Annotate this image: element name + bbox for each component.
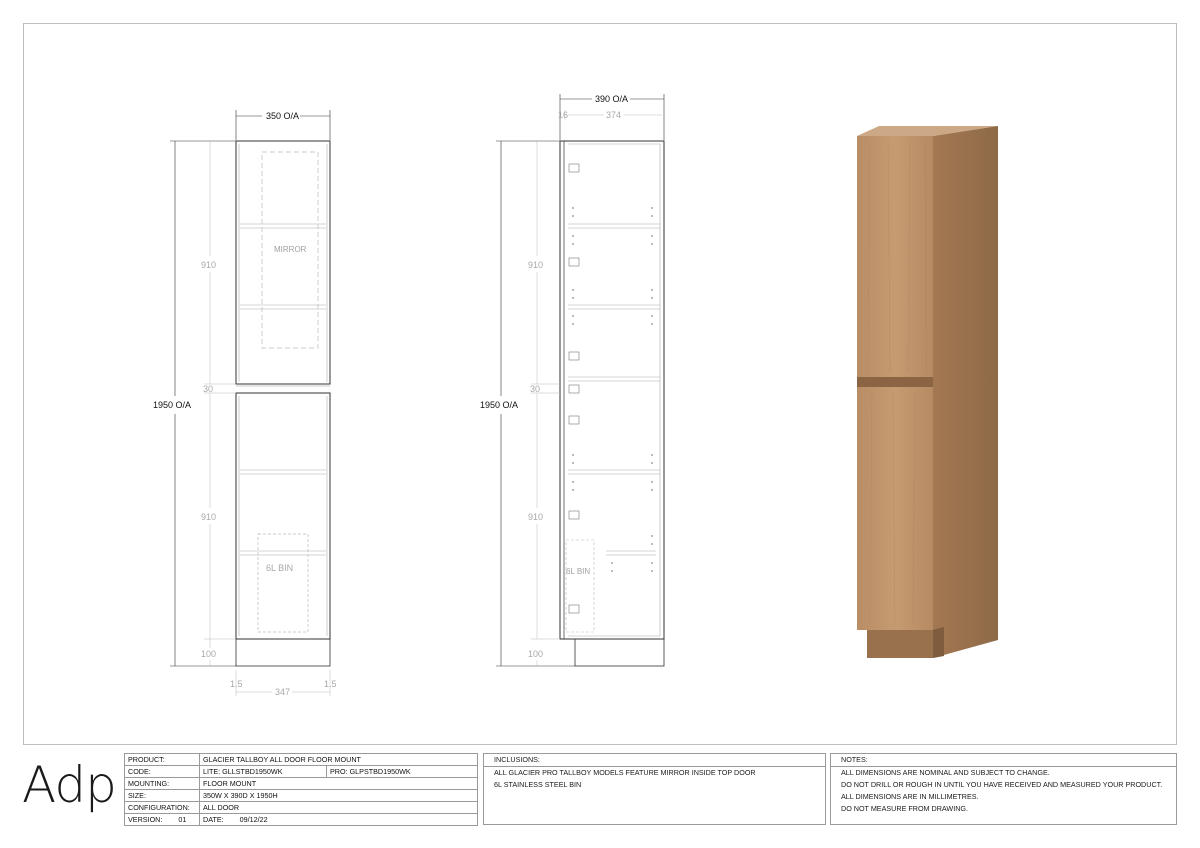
note-line-4: DO NOT MEASURE FROM DRAWING. — [841, 804, 968, 813]
product-label: PRODUCT: — [125, 754, 200, 766]
product-value: GLACIER TALLBOY ALL DOOR FLOOR MOUNT — [200, 754, 478, 766]
inclusion-line-1: ALL GLACIER PRO TALLBOY MODELS FEATURE MIRROR INSIDE TOP DOOR — [494, 768, 756, 777]
size-value: 350W X 390D X 1950H — [200, 790, 478, 802]
notes-heading: NOTES: — [831, 754, 1176, 767]
adp-logo: Adp — [22, 756, 116, 814]
front-bottom-mid-dim: 347 — [275, 687, 291, 697]
product-row — [125, 754, 478, 766]
side-gap-dim: 30 — [530, 384, 541, 394]
mounting-label: MOUNTING: — [125, 778, 200, 790]
front-height-dim: 1950 O/A — [153, 400, 192, 410]
note-line-2: DO NOT DRILL OR ROUGH IN UNTIL YOU HAVE RECEIVED AND MEASURED YOUR PRODUCT. — [841, 780, 1163, 789]
code-row — [125, 766, 478, 778]
tallboy-render — [857, 126, 998, 658]
side-width-dim: 390 O/A — [595, 94, 629, 104]
size-row — [125, 790, 478, 802]
code-pro: PRO: GLPSTBD1950WK — [327, 766, 478, 778]
inclusion-line-2: 6L STAINLESS STEEL BIN — [494, 780, 582, 789]
mirror-label: MIRROR — [274, 245, 307, 254]
side-view — [496, 94, 664, 666]
inclusions-heading: INCLUSIONS: — [484, 754, 825, 767]
version-cell — [125, 814, 200, 826]
note-line-1: ALL DIMENSIONS ARE NOMINAL AND SUBJECT TO CHANGE. — [841, 768, 1050, 777]
side-lower-dim: 910 — [528, 512, 544, 522]
mounting-value: FLOOR MOUNT — [200, 778, 478, 790]
front-bottom-right-dim: 1.5 — [324, 679, 337, 689]
version-value: 01 — [178, 815, 187, 824]
front-gap-dim: 30 — [203, 384, 214, 394]
date-value: 09/12/22 — [239, 815, 268, 824]
front-bottom-left-dim: 1.5 — [230, 679, 243, 689]
date-label: DATE: — [203, 815, 224, 824]
front-plinth-dim: 100 — [201, 649, 217, 659]
side-upper-dim: 910 — [528, 260, 544, 270]
inclusions-box — [483, 753, 826, 825]
mounting-row — [125, 778, 478, 790]
front-upper-dim: 910 — [201, 260, 217, 270]
title-block-table — [124, 753, 478, 826]
shelf-pin-holes — [572, 207, 653, 572]
config-row — [125, 802, 478, 814]
version-row — [125, 814, 478, 826]
front-lower-dim: 910 — [201, 512, 217, 522]
side-bin-label: 6L BIN — [566, 567, 591, 576]
front-width-dim: 350 O/A — [266, 111, 300, 121]
size-label: SIZE: — [125, 790, 200, 802]
side-sub-right-dim: 374 — [606, 110, 622, 120]
side-plinth-dim: 100 — [528, 649, 544, 659]
notes-box — [830, 753, 1177, 825]
note-line-3: ALL DIMENSIONS ARE IN MILLIMETRES. — [841, 792, 979, 801]
side-height-dim: 1950 O/A — [480, 400, 519, 410]
front-view — [170, 110, 330, 696]
side-sub-left-dim: 16 — [558, 110, 569, 120]
date-cell — [200, 814, 478, 826]
code-lite: LITE: GLLSTBD1950WK — [200, 766, 327, 778]
code-label: CODE: — [125, 766, 200, 778]
bin-label: 6L BIN — [266, 563, 294, 573]
config-value: ALL DOOR — [200, 802, 478, 814]
version-label: VERSION: — [128, 815, 163, 824]
config-label: CONFIGURATION: — [125, 802, 200, 814]
